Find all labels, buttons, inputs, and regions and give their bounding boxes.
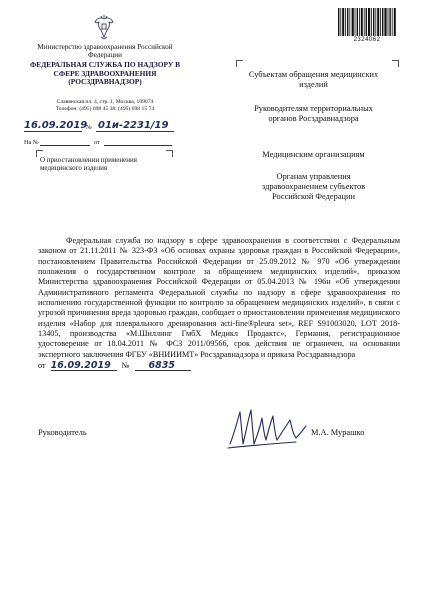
reg-number: 01и-2231/19 (98, 120, 169, 131)
letter-body (38, 236, 400, 372)
phone-line: Телефон: (495) 698 45 38; (495) 698 15 74 (55, 106, 155, 113)
recipient-corner-left (236, 60, 243, 67)
reg-date: 16.09.2019 (24, 120, 88, 131)
agency-name: ФЕДЕРАЛЬНАЯ СЛУЖБА ПО НАДЗОРУ В СФЕРЕ ЗДРАВООХРАНЕНИЯ (РОСЗДРАВНАДЗОР) (29, 60, 181, 87)
coat-of-arms-emblem (93, 14, 115, 40)
barcode (338, 8, 396, 36)
signatory-role: Руководитель (38, 428, 87, 437)
order-number: 6835 (135, 361, 191, 371)
ref-number-line (40, 136, 90, 146)
order-date: 16.09.2019 (51, 361, 117, 371)
signatory-name: М.А. Мурашко (311, 428, 365, 437)
letter-subject: О приостановлении применения медицинского изделия (40, 156, 137, 173)
recipient-4: Органам управления здравоохранением субъектов Российской Федерации (261, 172, 366, 202)
reg-number-label: № (86, 124, 92, 131)
recipient-3: Медицинским организациям (262, 150, 365, 159)
ref-from-label: от (94, 139, 100, 146)
recipient-corner-right (392, 60, 399, 67)
order-number-label: № (121, 361, 130, 371)
ref-number-label: На № (24, 139, 39, 146)
recipient-2: Руководителям территориальных органов Росздравнадзора (254, 104, 373, 124)
address-line: Славянская пл. 4, стр. 1, Москва, 109074 (56, 99, 154, 105)
ministry-name: Министерство здравоохранения Российской Федерации (37, 43, 173, 60)
barcode-number: 2324062 (353, 37, 381, 43)
order-reference (38, 361, 400, 372)
body-text: Федеральная служба по надзору в сфере здравоохранения в соответствии с Федеральным законом от 21.11.2011 № 323-ФЗ «Об основах охраны здоровья граждан в Российской Федерации», постановлением Правительства Российской Федерации от 25.09.2012 № 970 «Об утверждении положения о государственном контроле за обращением медицинских изделий», приказом Министерства здравоохранения Российской Федерации от 05.04.2013 № 196н «Об утверждении Административного регламента Федеральной службы по надзору в сфере здравоохранения по исполнению государственной функции по контролю за обращением медицинских изделий», в связи с угрозой причинения вреда здоровью граждан, сообщает о приостановлении применения медицинского изделия «Набор для плеврального дренирования acti-fine®pleura set», REF S91003020, LOT 2018-13405, производства «М.Шиллинг ГмбХ Медикл Продактс», Германия, регистрационное удостоверение от 18.04.2011 № ФСЗ 2011/09566, срок действия не ограничен, на основании экспертного заключения ФГБУ «ВНИИИМТ» Росздравнадзора и приказа Росздравнадзора (38, 236, 400, 359)
order-from-label: от (38, 361, 46, 371)
agency-address (20, 99, 190, 114)
recipient-1: Субъектам обращения медицинских изделий (248, 70, 379, 90)
ref-date-line (104, 136, 172, 146)
handwritten-signature (226, 404, 308, 452)
